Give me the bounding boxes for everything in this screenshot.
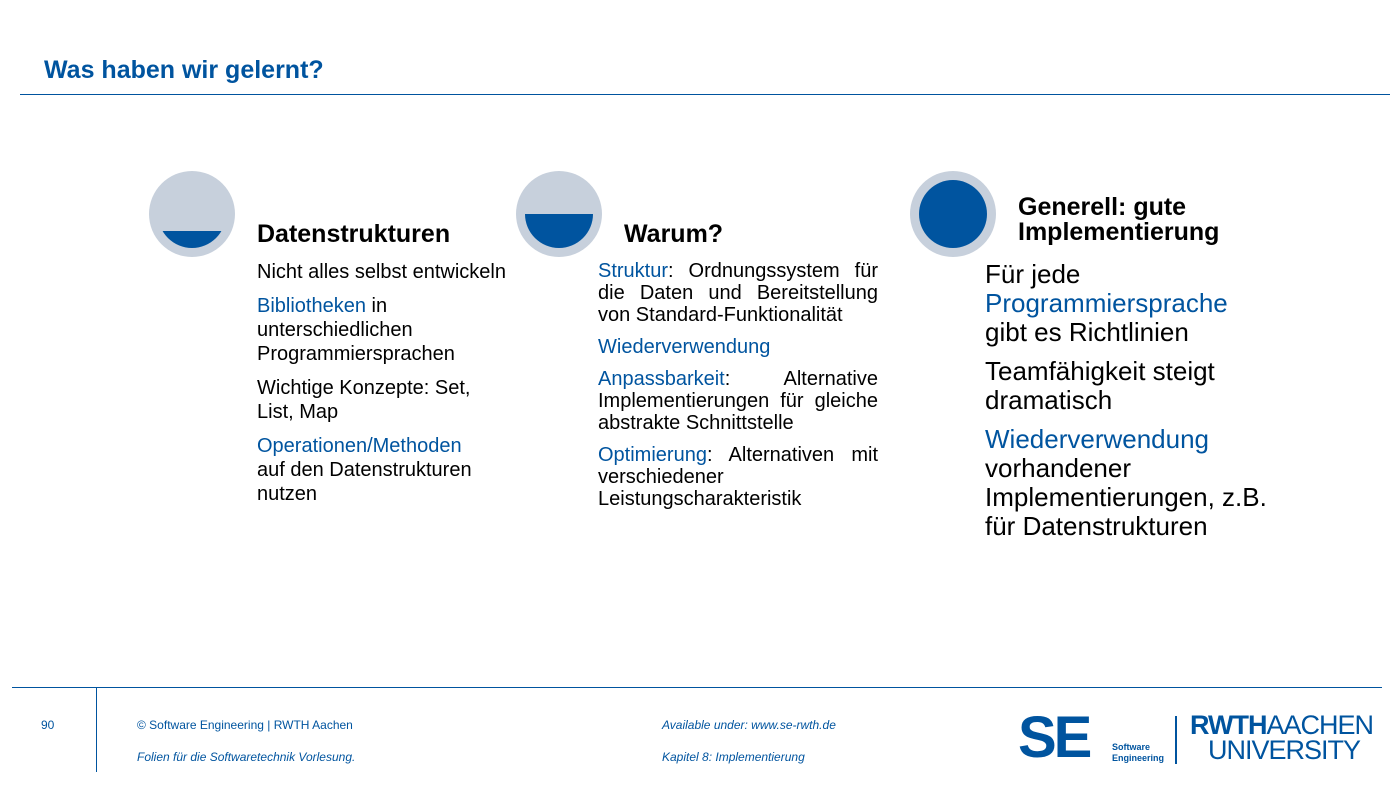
highlight-term: Wiederverwendung [598, 336, 771, 358]
bullet-text: Operationen/Methoden auf den Datenstrukturen nutzen [257, 435, 472, 505]
bullet-text: Optimierung: Alternativen mit verschiedener Leistungscharakteristik [598, 444, 878, 510]
highlight-term: Operationen/Methoden [257, 435, 462, 457]
full-pie-icon [910, 171, 996, 257]
pie-fill [919, 180, 987, 248]
footer-chapter: Kapitel 8: Implementierung [662, 750, 805, 764]
bullet-text: Bibliotheken in unterschiedlichen Programmiersprachen [257, 295, 455, 365]
highlight-term: Optimierung [598, 444, 707, 466]
footer-lecture: Folien für die Softwaretechnik Vorlesung. [137, 750, 356, 764]
pie-fill [525, 214, 593, 248]
footer-vertical-divider [96, 687, 97, 772]
highlight-term: Programmiersprache [985, 288, 1228, 318]
highlight-term: Bibliotheken [257, 295, 366, 317]
bullet-text: Wichtige Konzepte: Set, List, Map [257, 377, 471, 423]
title-divider [20, 94, 1390, 95]
footer-copyright: © Software Engineering | RWTH Aachen [137, 718, 353, 732]
bullet-text: Struktur: Ordnungssystem für die Daten und Bereitstellung von Standard-Funktionalität [598, 260, 878, 326]
bullet-text: Anpassbarkeit: Alternative Implementierungen für gleiche abstrakte Schnittstelle [598, 368, 878, 434]
bullet-text: Nicht alles selbst entwickeln [257, 261, 506, 283]
bullet-text: Teamfähigkeit steigt dramatisch [985, 356, 1215, 415]
column-heading-warum: Warum? [624, 220, 724, 248]
bullet-text: Wiederverwendung vorhandener Implementierungen, z.B. für Datenstrukturen [985, 424, 1267, 541]
column-datenstrukturen [257, 260, 507, 516]
bullet-text: Für jede Programmiersprache gibt es Richtlinien [985, 259, 1228, 347]
slide-title: Was haben wir gelernt? [44, 56, 324, 84]
page-number: 90 [41, 718, 55, 732]
column-heading-datenstrukturen: Datenstrukturen [257, 220, 451, 248]
highlight-term: Struktur [598, 260, 669, 282]
highlight-term: Wiederverwendung [985, 424, 1210, 454]
column-heading-generell: Generell: gute Implementierung [1018, 193, 1220, 246]
rwth-aachen-logo: RWTHAACHEN UNIVERSITY [1190, 710, 1374, 765]
pie-fill [158, 231, 226, 248]
quarter-pie-icon [149, 171, 235, 257]
half-pie-icon [516, 171, 602, 257]
footer-divider [12, 687, 1382, 688]
bullet-text [598, 336, 878, 358]
column-generell [985, 260, 1285, 551]
logo-separator [1175, 716, 1177, 764]
footer-available-url: Available under: www.se-rwth.de [662, 718, 836, 732]
highlight-term: Anpassbarkeit [598, 368, 725, 390]
column-warum [598, 260, 878, 520]
